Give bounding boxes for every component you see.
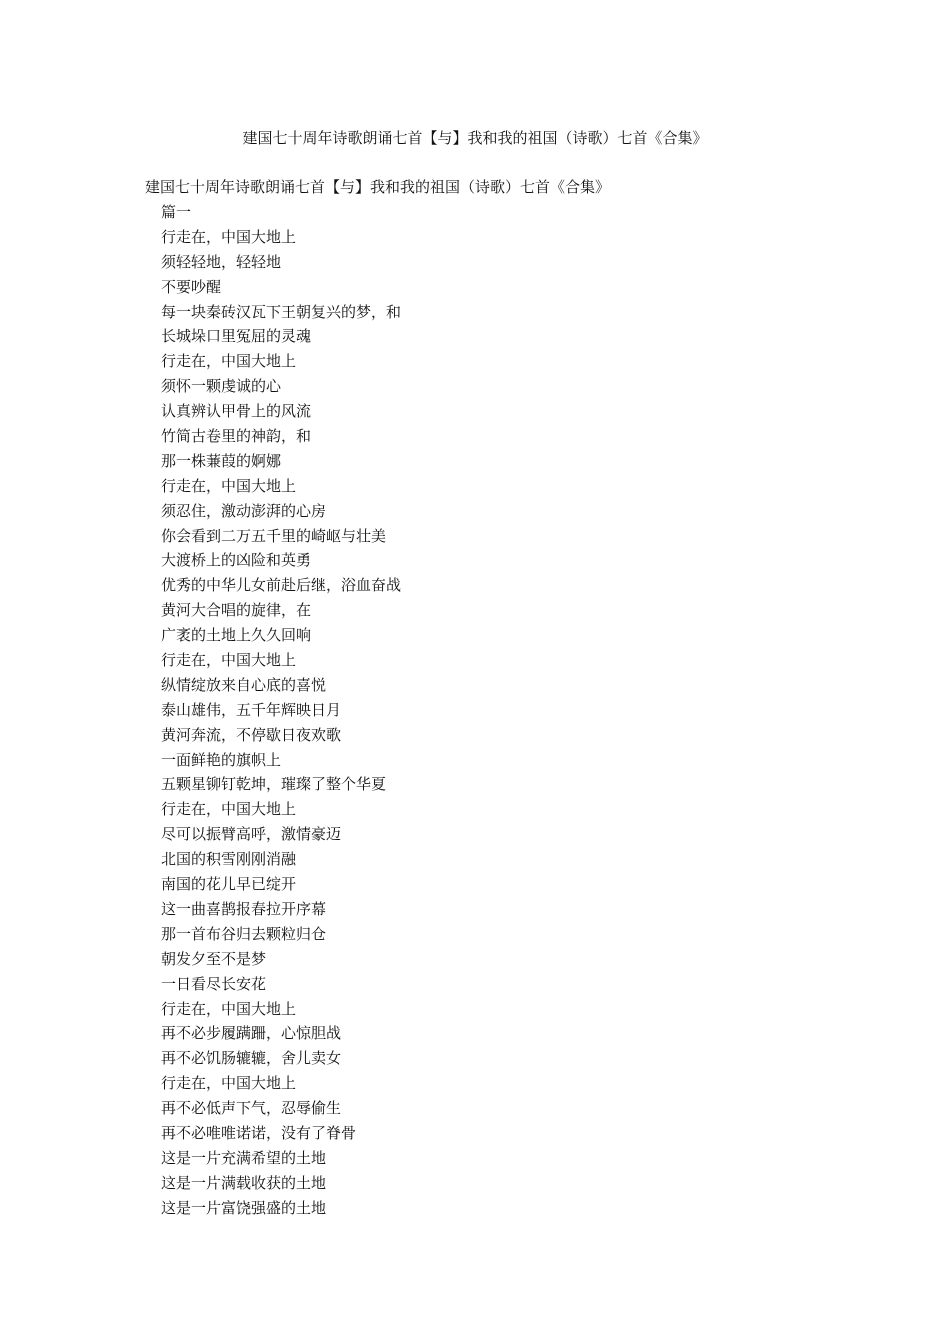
poem-line: 篇一: [161, 203, 192, 221]
poem-line: 北国的积雪刚刚消融: [161, 850, 297, 869]
poem-lines: [161, 200, 401, 1221]
poem-line: 不要吵醒: [161, 277, 222, 296]
poem-line: 再不必饥肠辘辘，舍儿卖女: [161, 1049, 342, 1068]
poem-line: 尽可以振臂高呼，激情豪迈: [161, 825, 342, 844]
poem-line: 黄河大合唱的旋律，在: [161, 601, 312, 620]
poem-line: 大渡桥上的凶险和英勇: [161, 551, 312, 570]
poem-line: 竹简古卷里的神韵，和: [161, 427, 312, 446]
poem-line: 行走在，中国大地上: [161, 999, 297, 1018]
poem-line: 一日看尽长安花: [161, 974, 267, 993]
poem-line: 那一株蒹葭的婀娜: [161, 451, 282, 470]
poem-line: 南国的花儿早已绽开: [161, 875, 297, 894]
poem-line: 长城垛口里冤屈的灵魂: [161, 327, 312, 346]
poem-line: 行走在，中国大地上: [161, 227, 297, 246]
poem-line: 再不必低声下气，忍辱偷生: [161, 1099, 342, 1118]
poem-line: 须怀一颗虔诚的心: [161, 377, 282, 396]
poem-line: 再不必唯唯诺诺，没有了脊骨: [161, 1123, 357, 1142]
poem-line: 须轻轻地，轻轻地: [161, 252, 282, 271]
poem-line: 认真辨认甲骨上的风流: [161, 402, 312, 421]
document-title: 建国七十周年诗歌朗诵七首【与】我和我的祖国（诗歌）七首《合集》: [242, 129, 708, 147]
poem-line: 广袤的土地上久久回响: [161, 626, 312, 645]
poem-line: 纵情绽放来自心底的喜悦: [161, 675, 327, 694]
poem-line: 这是一片充满希望的土地: [161, 1148, 327, 1167]
poem-line: 行走在，中国大地上: [161, 352, 297, 371]
poem-line: 每一块秦砖汉瓦下王朝复兴的梦，和: [161, 302, 402, 321]
poem-line: 这是一片富饶强盛的土地: [161, 1198, 327, 1217]
poem-line: 须忍住，激动澎湃的心房: [161, 501, 327, 520]
poem-line: 优秀的中华儿女前赴后继，浴血奋战: [161, 576, 402, 595]
poem-line: 行走在，中国大地上: [161, 651, 297, 670]
poem-line: 朝发夕至不是梦: [161, 949, 267, 968]
poem-line: 再不必步履蹒跚，心惊胆战: [161, 1024, 342, 1043]
poem-line: 行走在，中国大地上: [161, 476, 297, 495]
poem-line: 泰山雄伟，五千年辉映日月: [161, 700, 342, 719]
poem-line: 一面鲜艳的旗帜上: [161, 750, 282, 769]
poem-line: 黄河奔流，不停歇日夜欢歌: [161, 725, 342, 744]
poem-line: 行走在，中国大地上: [161, 1074, 297, 1093]
poem-line: 行走在，中国大地上: [161, 800, 297, 819]
poem-line: 这是一片满载收获的土地: [161, 1173, 327, 1192]
poem-line: 你会看到二万五千里的崎岖与壮美: [161, 526, 387, 545]
poem-line: 这一曲喜鹊报春拉开序幕: [161, 899, 327, 918]
document-heading: 建国七十周年诗歌朗诵七首【与】我和我的祖国（诗歌）七首《合集》: [145, 178, 611, 196]
poem-line: 那一首布谷归去颗粒归仓: [161, 924, 327, 943]
poem-line: 五颗星铆钉乾坤，璀璨了整个华夏: [161, 775, 387, 794]
